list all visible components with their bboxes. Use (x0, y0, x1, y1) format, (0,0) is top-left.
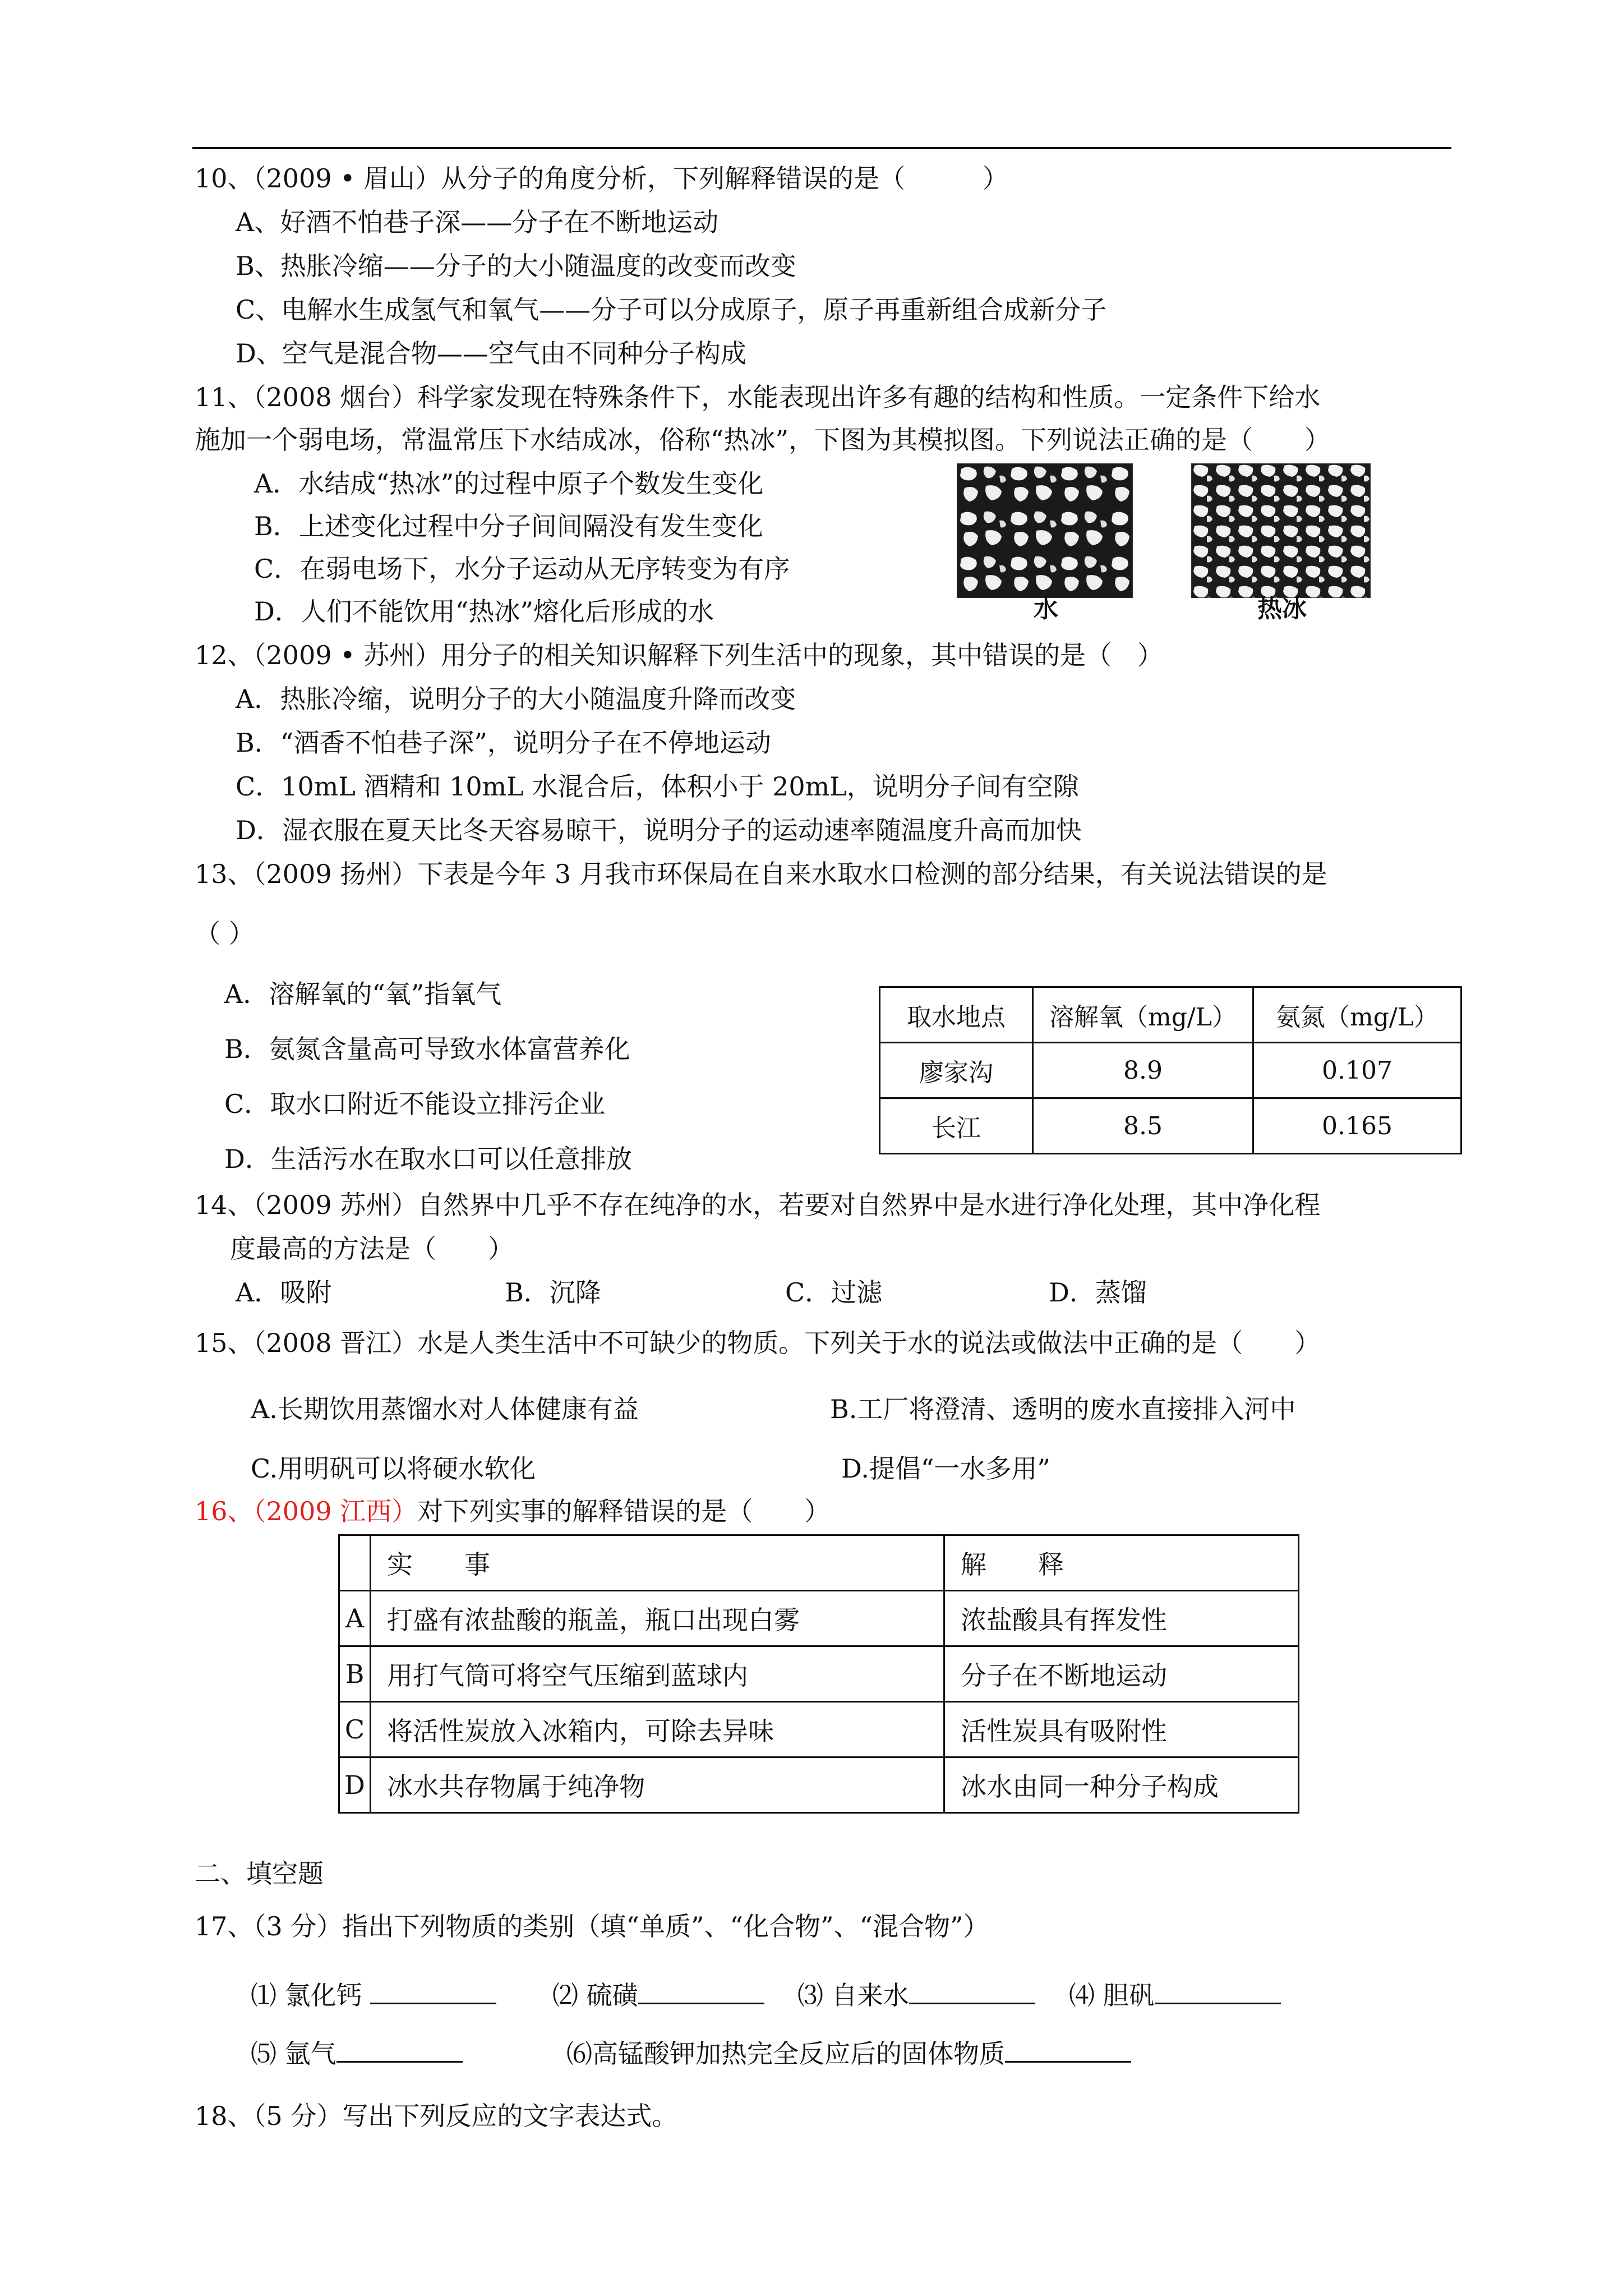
table-cell: B (339, 1646, 371, 1702)
q17-item-label: ⑵ 硫磺 (552, 1980, 638, 2010)
q16-stem (195, 1494, 830, 1528)
q17-item-label: ⑹高锰酸钾加热完全反应后的固体物质 (566, 2039, 1005, 2069)
answer-blank[interactable] (1005, 2036, 1131, 2063)
header-rule (192, 147, 1451, 149)
q16-stem-text: 对下列实事的解释错误的是（ ） (417, 1496, 831, 1526)
q17-item-label: ⑶ 自来水 (797, 1980, 909, 2010)
q17-stem: 17、（3 分）指出下列物质的类别（填“单质”、“化合物”、“混合物”） (195, 1911, 989, 1941)
q12-option-b: B．“酒香不怕巷子深”，说明分子在不停地运动 (236, 728, 771, 758)
q16-source-label: 16、（2009 江西） (195, 1496, 418, 1526)
q15-option-c: C.用明矾可以将硬水软化 (251, 1453, 536, 1484)
q12-option-d: D．湿衣服在夏天比冬天容易晾干，说明分子的运动速率随温度升高而加快 (236, 815, 1082, 845)
q14-option-b: B．沉降 (505, 1277, 601, 1308)
q17-item-4 (1069, 1978, 1281, 2012)
water-molecule-image (957, 463, 1133, 598)
q17-item-2 (552, 1978, 764, 2012)
q17-item-label: ⑸ 氩气 (251, 2039, 336, 2069)
q17-item-6 (566, 2036, 1131, 2070)
table-cell: 冰水共存物属于纯净物 (371, 1757, 944, 1813)
table-cell: 活性炭具有吸附性 (944, 1702, 1299, 1757)
q17-item-label: ⑴ 氯化钙 (251, 1980, 362, 2010)
table-header-row (880, 987, 1461, 1043)
q15-stem: 15、（2008 晋江）水是人类生活中不可缺少的物质。下列关于水的说法或做法中正确的是（ ） (195, 1328, 1321, 1358)
table-row (339, 1757, 1299, 1813)
table-cell: 将活性炭放入冰箱内，可除去异味 (371, 1702, 944, 1757)
table-header-cell: 溶解氧（mg/L） (1033, 987, 1253, 1043)
table-cell: 分子在不断地运动 (944, 1646, 1299, 1702)
q13-option-a: A．溶解氧的“氧”指氧气 (224, 979, 502, 1009)
q11-option-c: C．在弱电场下，水分子运动从无序转变为有序 (254, 554, 790, 584)
answer-blank[interactable] (909, 1978, 1035, 2004)
q13-stem-line1: 13、（2009 扬州）下表是今年 3 月我市环保局在自来水取水口检测的部分结果，有关说法错误的是 (195, 859, 1327, 889)
table-cell: 打盛有浓盐酸的瓶盖，瓶口出现白雾 (371, 1591, 944, 1646)
q14-stem-line2: 度最高的方法是（ ） (230, 1234, 514, 1264)
q14-stem-line1: 14、（2009 苏州）自然界中几乎不存在纯净的水，若要对自然界中是水进行净化处理，其中净化程 (195, 1190, 1321, 1220)
q15-option-b: B.工厂将澄清、透明的废水直接排入河中 (830, 1394, 1296, 1424)
q17-item-5 (251, 2036, 463, 2070)
q12-option-c: C．10mL 酒精和 10mL 水混合后，体积小于 20mL，说明分子间有空隙 (236, 771, 1079, 802)
table-row (339, 1702, 1299, 1757)
q13-option-c: C．取水口附近不能设立排污企业 (224, 1089, 606, 1119)
q10-option-d: D、空气是混合物——空气由不同种分子构成 (236, 338, 746, 369)
table-cell: C (339, 1702, 371, 1757)
q13-water-quality-table (879, 986, 1462, 1154)
q13-option-d: D．生活污水在取水口可以任意排放 (224, 1144, 632, 1174)
q10-option-c: C、电解水生成氢气和氧气——分子可以分成原子，原子再重新组合成新分子 (236, 295, 1107, 325)
table-header-cell: 氨氮（mg/L） (1253, 987, 1461, 1043)
hot-ice-molecule-image (1191, 463, 1371, 598)
q16-facts-table (338, 1534, 1299, 1814)
table-cell: 冰水由同一种分子构成 (944, 1757, 1299, 1813)
q14-option-a: A．吸附 (236, 1277, 332, 1308)
q11-stem-line2: 施加一个弱电场，常温常压下水结成冰，俗称“热冰”，下图为其模拟图。下列说法正确的是（ ） (195, 425, 1331, 455)
table-cell: D (339, 1757, 371, 1813)
table-header-cell: 解 释 (944, 1535, 1299, 1591)
q15-option-a: A.长期饮用蒸馏水对人体健康有益 (251, 1394, 639, 1424)
q10-option-a: A、好酒不怕巷子深——分子在不断地运动 (236, 207, 719, 237)
q17-item-1 (251, 1978, 496, 2012)
table-cell: 浓盐酸具有挥发性 (944, 1591, 1299, 1646)
q14-option-c: C．过滤 (785, 1277, 883, 1308)
q11-option-a: A．水结成“热冰”的过程中原子个数发生变化 (254, 468, 764, 499)
table-cell: 8.9 (1033, 1043, 1253, 1098)
q12-option-a: A．热胀冷缩，说明分子的大小随温度升降而改变 (236, 684, 796, 714)
q14-option-d: D．蒸馏 (1049, 1277, 1147, 1308)
answer-blank[interactable] (638, 1978, 764, 2004)
table-header-row (339, 1535, 1299, 1591)
table-cell: 用打气筒可将空气压缩到蓝球内 (371, 1646, 944, 1702)
q17-item-label: ⑷ 胆矾 (1069, 1980, 1155, 2010)
table-cell: 0.107 (1253, 1043, 1461, 1098)
table-cell: 8.5 (1033, 1098, 1253, 1154)
q13-stem-line2: （ ） (195, 918, 255, 949)
q13-option-b: B．氨氮含量高可导致水体富营养化 (224, 1034, 630, 1064)
answer-blank[interactable] (336, 2036, 463, 2063)
table-row (339, 1646, 1299, 1702)
table-header-cell: 取水地点 (880, 987, 1033, 1043)
q18-stem: 18、（5 分）写出下列反应的文字表达式。 (195, 2101, 678, 2131)
table-row (880, 1098, 1461, 1154)
q12-stem: 12、（2009 • 苏州）用分子的相关知识解释下列生活中的现象，其中错误的是（ ） (195, 640, 1163, 670)
answer-blank[interactable] (370, 1978, 496, 2004)
table-cell: 长江 (880, 1098, 1033, 1154)
q11-stem-line1: 11、（2008 烟台）科学家发现在特殊条件下，水能表现出许多有趣的结构和性质。一定条件下给水 (195, 382, 1321, 412)
water-caption: 水 (1034, 595, 1058, 623)
table-cell: 0.165 (1253, 1098, 1461, 1154)
q17-item-3 (797, 1978, 1035, 2012)
section-title: 二、填空题 (195, 1858, 324, 1889)
table-cell: A (339, 1591, 371, 1646)
q11-option-b: B．上述变化过程中分子间间隔没有发生变化 (254, 511, 763, 541)
table-row (339, 1591, 1299, 1646)
hot-ice-caption: 热冰 (1257, 595, 1307, 623)
q10-option-b: B、热胀冷缩——分子的大小随温度的改变而改变 (236, 251, 796, 281)
q11-option-d: D．人们不能饮用“热冰”熔化后形成的水 (254, 596, 714, 627)
table-cell: 廖家沟 (880, 1043, 1033, 1098)
table-header-cell: 实 事 (371, 1535, 944, 1591)
table-header-cell (339, 1535, 371, 1591)
q15-option-d: D.提倡“一水多用” (841, 1453, 1050, 1484)
q10-stem: 10、（2009 • 眉山）从分子的角度分析，下列解释错误的是（ ） (195, 163, 1008, 194)
table-row (880, 1043, 1461, 1098)
answer-blank[interactable] (1155, 1978, 1281, 2004)
